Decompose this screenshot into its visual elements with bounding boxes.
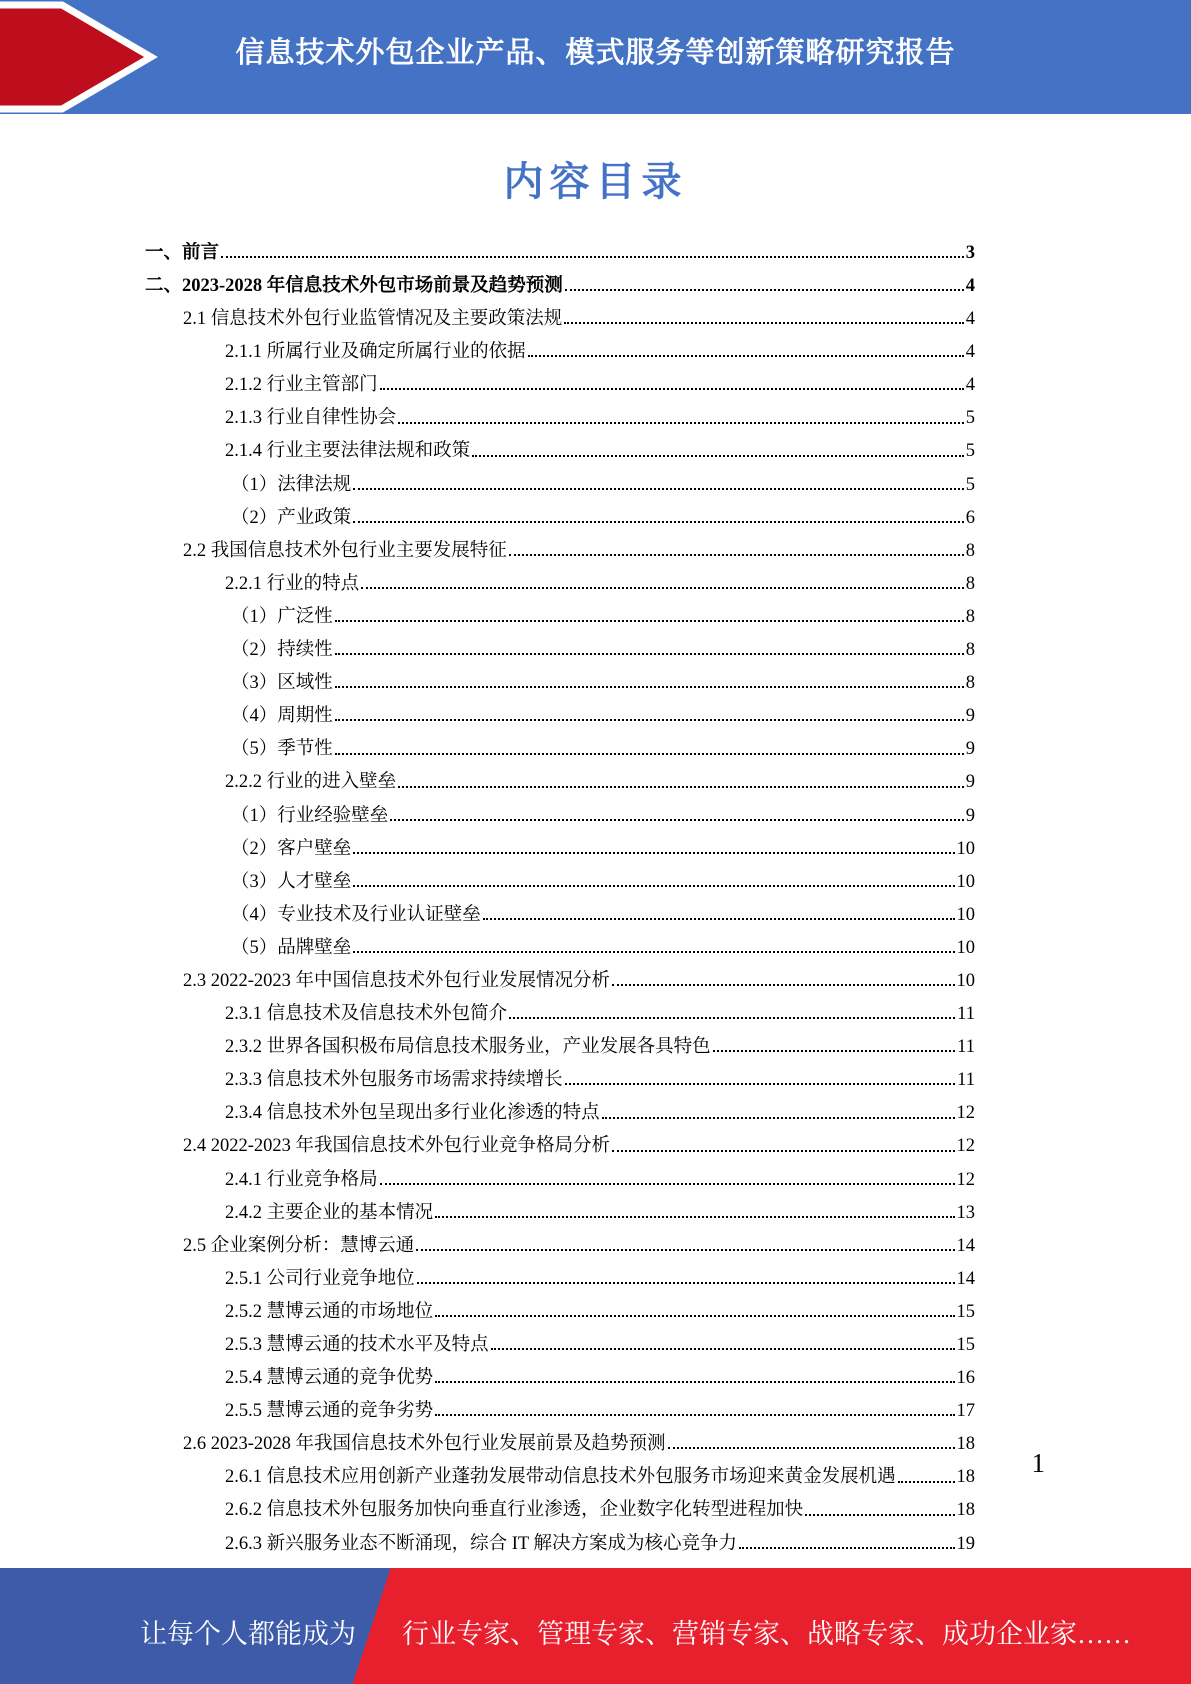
toc-entry-page: 16 xyxy=(956,1368,975,1389)
toc-leader-dots xyxy=(898,1481,955,1483)
toc-entry-page: 15 xyxy=(956,1335,975,1355)
toc-entry-title: 一、前言 xyxy=(145,242,220,263)
toc-entry[interactable] xyxy=(145,529,975,562)
toc-leader-dots xyxy=(221,256,964,258)
toc-leader-dots xyxy=(353,885,954,887)
toc-leader-dots xyxy=(713,1050,956,1052)
toc-entry-page: 9 xyxy=(965,805,975,826)
toc-entry-page: 6 xyxy=(965,507,975,528)
toc-leader-dots xyxy=(472,455,964,457)
toc-leader-dots xyxy=(353,852,954,854)
page-number: 1 xyxy=(1031,1448,1045,1478)
toc-leader-dots xyxy=(483,918,955,920)
toc-leader-dots xyxy=(435,1381,954,1383)
toc-entry-page: 4 xyxy=(965,375,975,396)
toc-entry-page: 8 xyxy=(965,640,975,661)
toc-entry-page: 14 xyxy=(956,1235,975,1256)
toc-entry-title: （1）行业经验壁垒 xyxy=(231,805,389,826)
toc-entry[interactable] xyxy=(145,1224,975,1257)
toc-leader-dots xyxy=(491,1348,955,1350)
toc-entry-title: （1）广泛性 xyxy=(231,606,333,627)
toc-leader-dots xyxy=(602,1117,955,1119)
toc-entry-page: 5 xyxy=(965,441,975,462)
toc-leader-dots xyxy=(435,1414,954,1416)
toc-entry-page: 5 xyxy=(965,474,975,495)
toc-entry-page: 14 xyxy=(956,1268,975,1289)
toc-entry[interactable] xyxy=(145,893,975,926)
toc-entry[interactable] xyxy=(145,496,975,529)
toc-entry[interactable] xyxy=(145,297,975,330)
toc-entry-title: 2.1.2 行业主管部门 xyxy=(225,375,378,396)
toc-leader-dots xyxy=(668,1447,955,1449)
toc-entry-page: 5 xyxy=(965,408,975,429)
toc-entry-page: 15 xyxy=(956,1301,975,1322)
toc-entry-title: 2.3.1 信息技术及信息技术外包简介 xyxy=(225,1004,508,1025)
toc-leader-dots xyxy=(390,819,963,821)
toc-entry[interactable] xyxy=(145,595,975,628)
toc-entry-page: 4 xyxy=(965,309,975,330)
toc-leader-dots xyxy=(380,388,964,390)
toc-entry-page: 18 xyxy=(956,1434,975,1455)
toc-entry[interactable] xyxy=(145,1125,975,1158)
toc-entry[interactable] xyxy=(145,396,975,429)
toc-entry-title: 二、2023-2028 年信息技术外包市场前景及趋势预测 xyxy=(145,276,563,296)
toc-entry-page: 18 xyxy=(956,1467,975,1488)
toc-entry-page: 12 xyxy=(956,1169,975,1190)
footer-slogan-right: 行业专家、管理专家、营销专家、战略专家、成功企业家…… xyxy=(402,1618,1131,1649)
toc-entry[interactable] xyxy=(145,1191,975,1224)
toc-leader-dots xyxy=(564,322,963,324)
toc-entry[interactable] xyxy=(145,1257,975,1290)
toc-leader-dots xyxy=(398,422,964,424)
report-title: 信息技术外包企业产品、模式服务等创新策略研究报告 xyxy=(235,37,956,69)
toc-entry-title: （4）周期性 xyxy=(231,706,333,727)
toc-list xyxy=(145,231,975,1555)
toc-entry[interactable] xyxy=(145,264,975,297)
toc-entry-title: 2.1 信息技术外包行业监管情况及主要政策法规 xyxy=(183,309,563,330)
toc-entry[interactable] xyxy=(145,827,975,860)
header-banner xyxy=(0,0,1191,114)
toc-entry-page: 9 xyxy=(965,739,975,760)
toc-entry-title: 2.1.4 行业主要法律法规和政策 xyxy=(225,441,471,462)
toc-entry-page: 11 xyxy=(957,1037,975,1058)
toc-entry-title: （5）品牌壁垒 xyxy=(231,937,352,958)
toc-leader-dots xyxy=(335,719,964,721)
toc-entry-title: 2.3.3 信息技术外包服务市场需求持续增长 xyxy=(225,1070,563,1091)
toc-leader-dots xyxy=(565,1083,956,1085)
toc-entry[interactable] xyxy=(145,463,975,496)
toc-entry[interactable] xyxy=(145,959,975,992)
toc-entry[interactable] xyxy=(145,992,975,1025)
toc-entry[interactable] xyxy=(145,1058,975,1091)
toc-entry-title: 2.4.2 主要企业的基本情况 xyxy=(225,1202,434,1223)
toc-entry[interactable] xyxy=(145,761,975,794)
toc-entry-page: 17 xyxy=(956,1401,975,1422)
toc-entry-title: （4）专业技术及行业认证壁垒 xyxy=(231,904,481,925)
toc-entry[interactable] xyxy=(145,330,975,363)
toc-leader-dots xyxy=(417,1282,955,1284)
toc-entry[interactable] xyxy=(145,363,975,396)
toc-entry[interactable] xyxy=(145,1422,975,1455)
toc-leader-dots xyxy=(353,488,963,490)
toc-entry-title: 2.5.4 慧博云通的竞争优势 xyxy=(225,1368,434,1389)
toc-entry-page: 12 xyxy=(956,1103,975,1124)
toc-entry-title: 2.5.1 公司行业竞争地位 xyxy=(225,1268,415,1289)
toc-leader-dots xyxy=(528,355,964,357)
toc-entry-title: 2.2.1 行业的特点 xyxy=(225,573,360,594)
toc-entry-title: （2）客户壁垒 xyxy=(231,838,352,859)
toc-entry[interactable] xyxy=(145,1323,975,1356)
toc-entry-title: （3）区域性 xyxy=(231,673,333,694)
footer-slogan-left: 让每个人都能成为 xyxy=(140,1618,356,1649)
toc-entry[interactable] xyxy=(145,1489,975,1522)
toc-entry-title: 2.4.1 行业竞争格局 xyxy=(225,1169,378,1190)
toc-entry-page: 18 xyxy=(956,1500,975,1521)
toc-leader-dots xyxy=(805,1514,954,1516)
toc-entry-title: 2.5.5 慧博云通的竞争劣势 xyxy=(225,1401,434,1422)
toc-entry-page: 8 xyxy=(965,573,975,594)
toc-entry-title: 2.3.2 世界各国积极布局信息技术服务业，产业发展各具特色 xyxy=(225,1037,711,1058)
toc-entry-page: 10 xyxy=(956,970,975,991)
toc-entry-title: 2.3.4 信息技术外包呈现出多行业化渗透的特点 xyxy=(225,1103,600,1124)
toc-entry-title: 2.5.3 慧博云通的技术水平及特点 xyxy=(225,1335,489,1355)
toc-leader-dots xyxy=(509,554,964,556)
toc-entry-page: 10 xyxy=(956,937,975,958)
toc-leader-dots xyxy=(435,1315,954,1317)
toc-entry-title: 2.6.3 新兴服务业态不断涌现，综合 IT 解决方案成为核心竞争力 xyxy=(225,1533,738,1554)
toc-entry[interactable] xyxy=(145,1455,975,1488)
toc-entry-title: 2.2.2 行业的进入壁垒 xyxy=(225,772,397,793)
toc-entry-page: 13 xyxy=(956,1202,975,1223)
toc-entry[interactable] xyxy=(145,794,975,827)
toc-entry-title: 2.6.2 信息技术外包服务加快向垂直行业渗透，企业数字化转型进程加快 xyxy=(225,1500,804,1521)
toc-leader-dots xyxy=(612,984,954,986)
toc-entry-page: 10 xyxy=(956,871,975,892)
toc-entry-title: （2）持续性 xyxy=(231,640,333,661)
toc-entry-title: 2.5.2 慧博云通的市场地位 xyxy=(225,1301,434,1322)
toc-entry[interactable] xyxy=(145,1356,975,1389)
toc-entry-title: （1）法律法规 xyxy=(231,474,352,495)
toc-entry-page: 3 xyxy=(965,242,975,263)
toc-heading: 内容目录 xyxy=(503,159,688,204)
toc-entry-page: 10 xyxy=(956,838,975,859)
toc-entry[interactable] xyxy=(145,628,975,661)
toc-entry[interactable] xyxy=(145,1025,975,1058)
toc-entry[interactable] xyxy=(145,694,975,727)
toc-entry[interactable] xyxy=(145,1158,975,1191)
toc-entry[interactable] xyxy=(145,661,975,694)
toc-leader-dots xyxy=(353,521,963,523)
toc-entry-title: 2.3 2022-2023 年中国信息技术外包行业发展情况分析 xyxy=(183,970,611,991)
toc-leader-dots xyxy=(612,1150,954,1152)
toc-entry-page: 8 xyxy=(965,606,975,627)
toc-entry-title: 2.1.1 所属行业及确定所属行业的依据 xyxy=(225,342,526,363)
toc-entry[interactable] xyxy=(145,430,975,463)
toc-entry-title: （5）季节性 xyxy=(231,739,333,760)
toc-leader-dots xyxy=(435,1216,954,1218)
toc-leader-dots xyxy=(335,653,964,655)
toc-leader-dots xyxy=(416,1249,954,1251)
toc-entry-title: 2.5 企业案例分析：慧博云通 xyxy=(183,1235,415,1256)
toc-entry[interactable] xyxy=(145,1522,975,1555)
toc-entry-title: （3）人才壁垒 xyxy=(231,871,352,892)
toc-entry-page: 19 xyxy=(956,1533,975,1554)
toc-entry-page: 9 xyxy=(965,706,975,727)
toc-entry-page: 8 xyxy=(965,673,975,694)
toc-leader-dots xyxy=(739,1547,954,1549)
toc-entry[interactable] xyxy=(145,562,975,595)
toc-entry[interactable] xyxy=(145,1389,975,1422)
toc-entry[interactable] xyxy=(145,727,975,760)
toc-entry[interactable] xyxy=(145,1290,975,1323)
toc-entry-title: （2）产业政策 xyxy=(231,507,352,528)
toc-entry-page: 8 xyxy=(965,540,975,561)
toc-leader-dots xyxy=(380,1183,955,1185)
toc-entry-page: 12 xyxy=(956,1136,975,1157)
toc-entry-title: 2.4 2022-2023 年我国信息技术外包行业竞争格局分析 xyxy=(183,1136,611,1157)
toc-leader-dots xyxy=(509,1017,955,1019)
toc-entry-page: 10 xyxy=(956,904,975,925)
toc-entry[interactable] xyxy=(145,860,975,893)
toc-entry-title: 2.6.1 信息技术应用创新产业蓬勃发展带动信息技术外包服务市场迎来黄金发展机遇 xyxy=(225,1467,896,1488)
toc-leader-dots xyxy=(565,289,964,291)
toc-entry-page: 4 xyxy=(965,342,975,363)
toc-leader-dots xyxy=(361,587,964,589)
toc-leader-dots xyxy=(398,786,964,788)
toc-entry[interactable] xyxy=(145,231,975,264)
toc-entry-page: 4 xyxy=(965,276,975,296)
toc-entry-page: 9 xyxy=(965,772,975,793)
footer-banner xyxy=(0,1568,1191,1684)
toc-leader-dots xyxy=(335,686,964,688)
toc-entry-page: 11 xyxy=(957,1004,975,1025)
toc-leader-dots xyxy=(335,620,964,622)
toc-entry-title: 2.2 我国信息技术外包行业主要发展特征 xyxy=(183,540,507,561)
toc-entry-title: 2.6 2023-2028 年我国信息技术外包行业发展前景及趋势预测 xyxy=(183,1434,666,1455)
toc-leader-dots xyxy=(335,753,964,755)
toc-entry[interactable] xyxy=(145,1091,975,1124)
toc-entry-page: 11 xyxy=(957,1070,975,1091)
toc-leader-dots xyxy=(353,951,954,953)
toc-entry-title: 2.1.3 行业自律性协会 xyxy=(225,408,397,429)
toc-entry[interactable] xyxy=(145,926,975,959)
